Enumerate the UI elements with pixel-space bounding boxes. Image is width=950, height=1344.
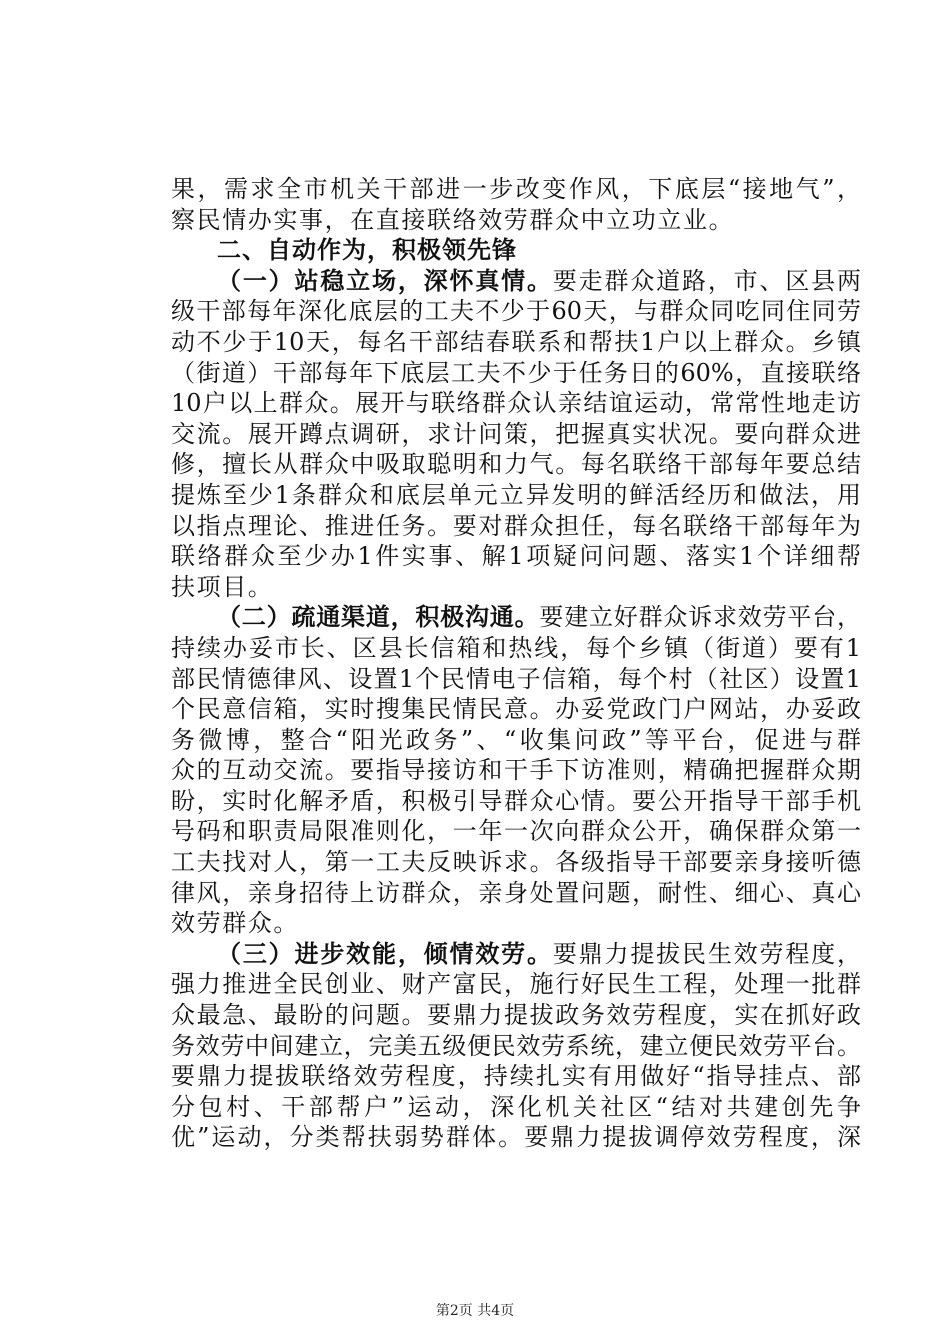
page-footer: 第2页 共4页: [435, 1303, 515, 1319]
body-line: 果，需求全市机关干部进一步改变作风，下底层“接地气”，: [171, 175, 861, 203]
body-line: 号码和职责局限准则化，一年一次向群众公开，确保群众第一: [171, 817, 861, 846]
body-line: 个民意信箱，实时搜集民情民意。办妥党政门户网站，办妥政: [171, 695, 861, 724]
paragraph-text: 要走群众道路，市、区县两: [552, 266, 862, 295]
paragraph-first-line: [171, 266, 861, 297]
body-line: 律风，亲身招待上访群众，亲身处置问题，耐性、细心、真心: [171, 878, 861, 907]
paragraph-text: 要鼎力提拔民生效劳程度，: [552, 939, 862, 968]
body-line: 提炼至少1条群众和底层单元立异发明的鲜活经历和做法，用: [171, 480, 861, 509]
body-line: 级干部每年深化底层的工夫不少于60天，与群众同吃同住同劳: [171, 297, 861, 326]
body-line: 众最急、最盼的问题。要鼎力提拔政务效劳程度，实在抓好政: [171, 1001, 861, 1030]
paragraph-lead: （三）进步效能，倾情效劳。: [217, 939, 553, 968]
body-line: 务微博，整合“阳光政务”、“收集问政”等平台，促进与群: [171, 725, 861, 754]
body-line: 优”运动，分类帮扶弱势群体。要鼎力提拔调停效劳程度，深: [171, 1123, 861, 1152]
body-line: 修，擅长从群众中吸取聪明和力气。每名联络干部每年要总结: [171, 450, 861, 479]
document-body: [171, 174, 861, 1153]
body-line: 部民情德律风、设置1个民情电子信箱，每个村（社区）设置1: [171, 664, 861, 693]
body-line: 众的互动交流。要指导接访和干手下访准则，精确把握群众期: [171, 756, 861, 785]
body-line: 扶项目。: [171, 572, 274, 601]
body-line: 要鼎力提拔联络效劳程度，持续扎实有用做好“指导挂点、部: [171, 1062, 861, 1091]
body-line: 10户以上群众。展开与联络群众认亲结谊运动，常常性地走访: [171, 389, 861, 418]
paragraph-text: 要建立好群众诉求效劳平台，: [539, 603, 862, 632]
body-line: 工夫找对人，第一工夫反映诉求。各级指导干部要亲身接听德: [171, 848, 861, 877]
body-line: （街道）干部每年下底层工夫不少于任务日的60%，直接联络: [171, 358, 861, 387]
body-line: 察民情办实事，在直接联络效劳群众中立功立业。: [171, 205, 735, 234]
paragraph-first-line: [171, 602, 861, 633]
body-line: 动不少于10天，每名干部结春联系和帮扶1户以上群众。乡镇: [171, 327, 861, 356]
body-line: 交流。展开蹲点调研，求计问策，把握真实状况。要向群众进: [171, 419, 861, 448]
paragraph-first-line: [171, 939, 861, 970]
paragraph-lead: （一）站稳立场，深怀真情。: [217, 266, 553, 295]
body-line: 效劳群众。: [171, 909, 299, 938]
body-line: 盼，实时化解矛盾，积极引导群众心情。要公开指导干部手机: [171, 786, 861, 815]
body-line: 强力推进全民创业、财产富民，施行好民生工程，处理一批群: [171, 970, 861, 999]
body-line: 分包村、干部帮户”运动，深化机关社区“结对共建创先争: [171, 1092, 861, 1121]
body-line: 持续办妥市长、区县长信箱和热线，每个乡镇（街道）要有1: [171, 633, 861, 662]
body-line: 联络群众至少办1件实事、解1项疑问问题、落实1个详细帮: [171, 542, 861, 571]
body-line: 以指点理论、推进任务。要对群众担任，每名联络干部每年为: [171, 511, 861, 540]
body-line: 务效劳中间建立，完美五级便民效劳系统，建立便民效劳平台。: [171, 1031, 861, 1060]
paragraph-lead: （二）疏通渠道，积极沟通。: [217, 603, 540, 632]
section-heading: 二、自动作为，积极领先锋: [217, 236, 517, 265]
